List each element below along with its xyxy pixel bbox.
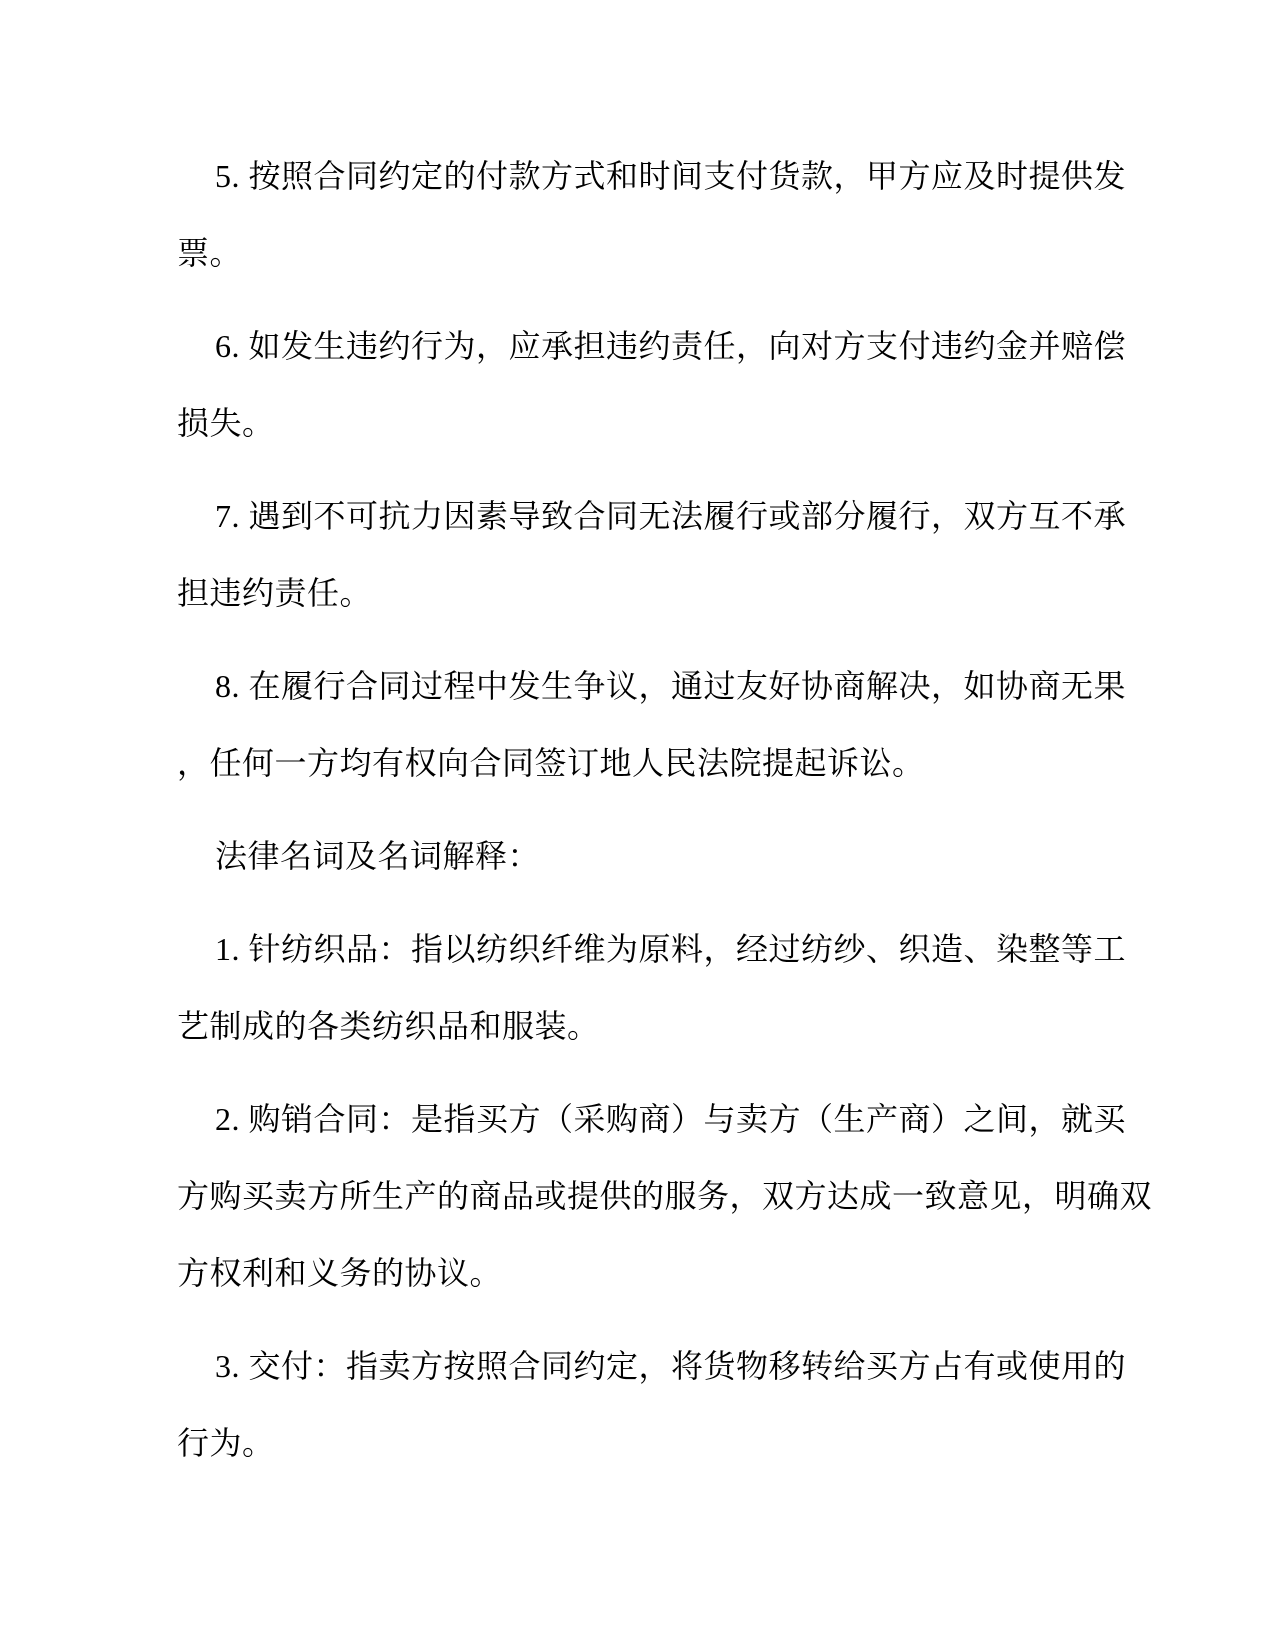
paragraph-line: 1. 针纺织品：指以纺织纤维为原料，经过纺纱、织造、染整等工 — [215, 931, 1127, 967]
paragraph-line: 艺制成的各类纺织品和服装。 — [177, 1008, 600, 1044]
paragraph-line: 3. 交付：指卖方按照合同约定，将货物移转给买方占有或使用的 — [215, 1348, 1127, 1384]
paragraph-line: 担违约责任。 — [177, 575, 373, 611]
paragraph-line: 7. 遇到不可抗力因素导致合同无法履行或部分履行，双方互不承 — [215, 498, 1127, 534]
paragraph-line: 行为。 — [177, 1425, 275, 1461]
paragraph-line: 5. 按照合同约定的付款方式和时间支付货款，甲方应及时提供发 — [215, 158, 1127, 194]
paragraph-line: 6. 如发生违约行为，应承担违约责任，向对方支付违约金并赔偿 — [215, 328, 1127, 364]
paragraph-line: 8. 在履行合同过程中发生争议，通过友好协商解决，如协商无果 — [215, 668, 1127, 704]
paragraph-line: 方权利和义务的协议。 — [177, 1255, 503, 1291]
clause-5 — [177, 138, 1127, 292]
definition-3 — [177, 1328, 1127, 1482]
paragraph-line: 票。 — [177, 235, 243, 271]
legal-terms-heading — [177, 818, 1027, 895]
paragraph-line: 损失。 — [177, 405, 275, 441]
definition-2 — [177, 1081, 1153, 1312]
paragraph-line: 2. 购销合同：是指买方（采购商）与卖方（生产商）之间，就买 — [215, 1101, 1127, 1137]
paragraph-line: 方购买卖方所生产的商品或提供的服务，双方达成一致意见，明确双 — [177, 1178, 1153, 1214]
clause-7 — [177, 478, 1127, 632]
paragraph-line: 法律名词及名词解释： — [215, 838, 541, 874]
definition-1 — [177, 911, 1127, 1065]
document-body — [177, 138, 1153, 1498]
clause-6 — [177, 308, 1127, 462]
clause-8 — [177, 648, 1127, 802]
paragraph-line: ，任何一方均有权向合同签订地人民法院提起诉讼。 — [177, 745, 925, 781]
